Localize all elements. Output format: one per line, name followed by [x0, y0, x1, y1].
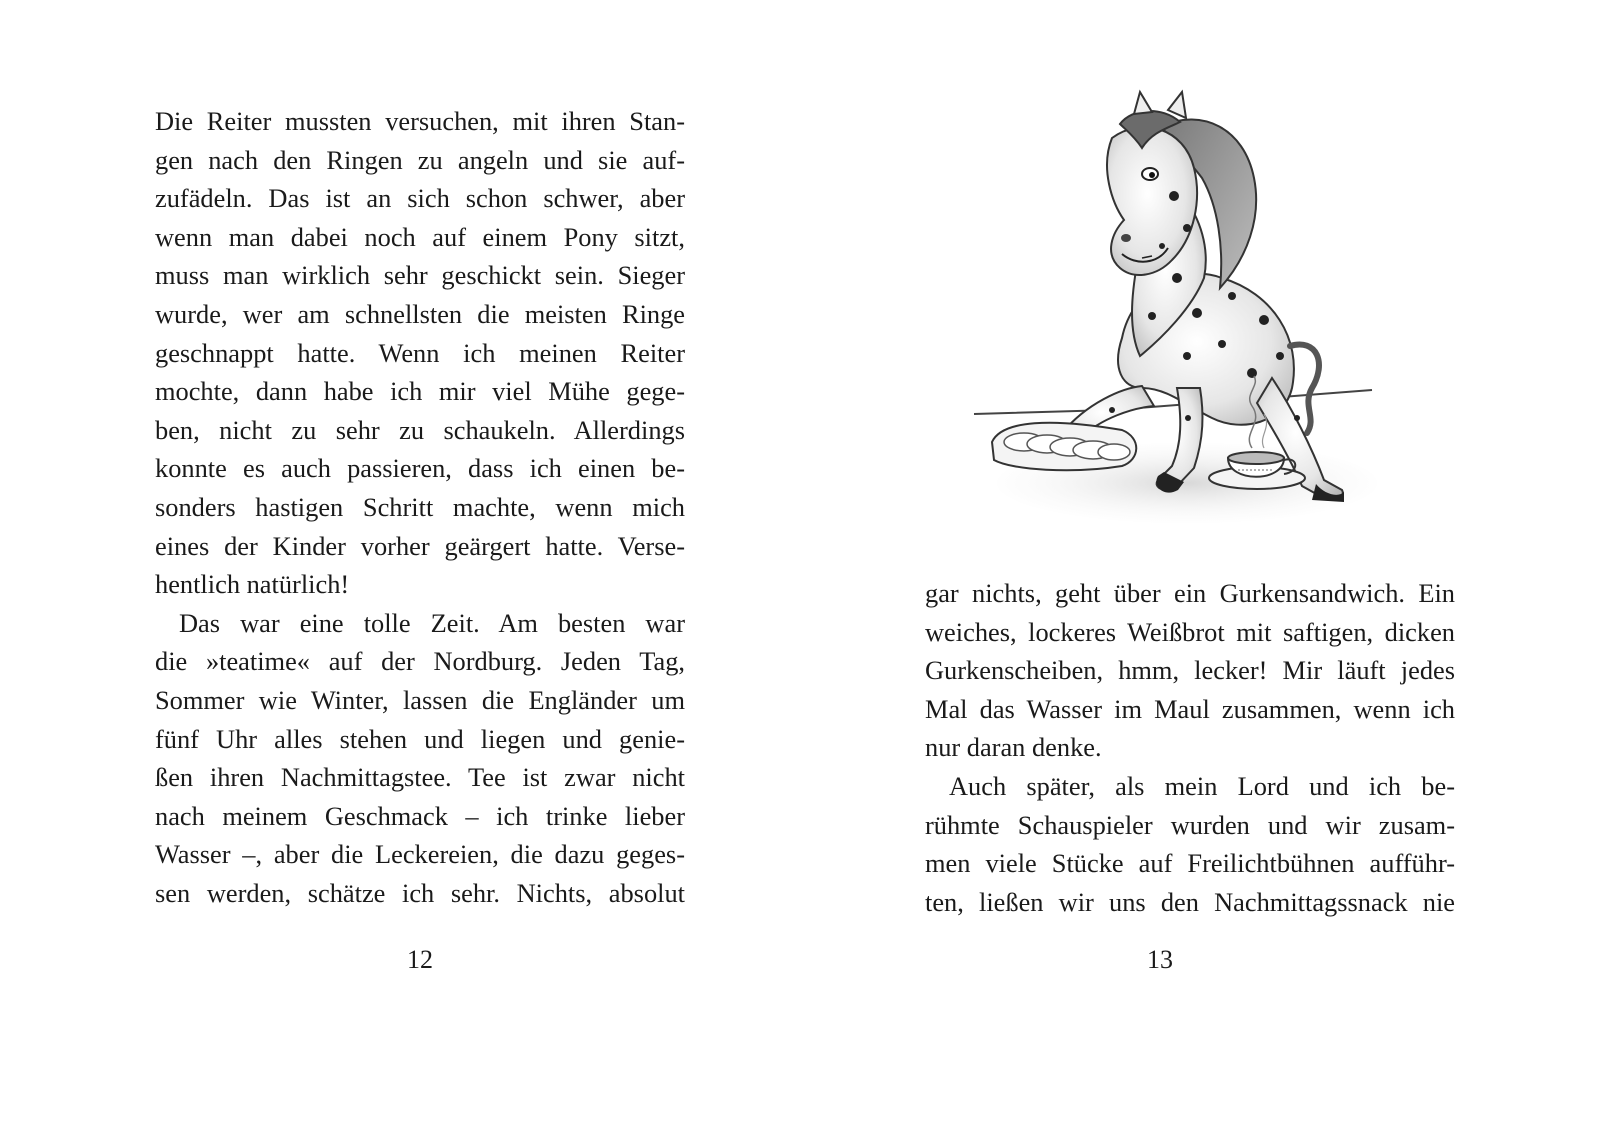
- text-line: gen nach den Ringen zu angeln und sie auf-: [155, 144, 685, 175]
- text-line: Sommer wie Winter, lassen die Engländer um: [155, 684, 685, 715]
- text-line: zufädeln. Das ist an sich schon schwer, aber: [155, 183, 685, 214]
- text-line: nach meinem Geschmack – ich trinke lieber: [155, 800, 685, 831]
- text-line: ben, nicht zu sehr zu schaukeln. Allerdings: [155, 414, 685, 445]
- left-page-text: [155, 102, 685, 912]
- text-line: eines der Kinder vorher geärgert hatte. Verse-: [155, 530, 685, 561]
- text-line-paragraph-start: Das war eine tolle Zeit. Am besten war: [179, 607, 685, 638]
- text-line: wenn man dabei noch auf einem Pony sitzt,: [155, 221, 685, 252]
- text-line: Mal das Wasser im Maul zusammen, wenn ich: [925, 693, 1455, 724]
- text-line: ßen ihren Nachmittagstee. Tee ist zwar nicht: [155, 762, 685, 793]
- text-line: rühmte Schauspieler wurden und wir zusam-: [925, 809, 1455, 840]
- text-line: Wasser –, aber die Leckereien, die dazu geges-: [155, 839, 685, 870]
- text-line: men viele Stücke auf Freilichtbühnen aufführ-: [925, 848, 1455, 879]
- text-line: Die Reiter mussten versuchen, mit ihren Stan-: [155, 106, 685, 136]
- text-line: die »teatime« auf der Nordburg. Jeden Tag,: [155, 646, 685, 677]
- text-line: fünf Uhr alles stehen und liegen und genie-: [155, 723, 685, 754]
- text-line: konnte es auch passieren, dass ich einen be-: [155, 453, 685, 484]
- text-line: nur daran denke.: [925, 732, 1102, 763]
- text-line: wurde, wer am schnellsten die meisten Ringe: [155, 298, 685, 329]
- text-line: mochte, dann habe ich mir viel Mühe gege-: [155, 376, 685, 407]
- text-line-paragraph-start: Auch später, als mein Lord und ich be-: [949, 770, 1455, 801]
- text-line: sonders hastigen Schritt machte, wenn mich: [155, 491, 685, 522]
- text-line: Gurkenscheiben, hmm, lecker! Mir läuft jedes: [925, 655, 1455, 686]
- right-page-text: [925, 574, 1455, 921]
- text-line: weiches, lockeres Weißbrot mit saftigen, dicken: [925, 616, 1455, 647]
- text-line: ten, ließen wir uns den Nachmittagssnack nie: [925, 886, 1455, 917]
- text-line: muss man wirklich sehr geschickt sein. Sieger: [155, 260, 685, 291]
- spotted-pony-teatime-illustration: [972, 88, 1384, 528]
- text-line: sen werden, schätze ich sehr. Nichts, absolut: [155, 877, 685, 908]
- text-line: hentlich natürlich!: [155, 569, 350, 600]
- right-page: [800, 0, 1600, 1130]
- page-number: 12: [407, 945, 433, 974]
- text-line: gar nichts, geht über ein Gurkensandwich. Ein: [925, 578, 1455, 608]
- page-number: 13: [1147, 945, 1173, 974]
- text-line: geschnappt hatte. Wenn ich meinen Reiter: [155, 337, 685, 368]
